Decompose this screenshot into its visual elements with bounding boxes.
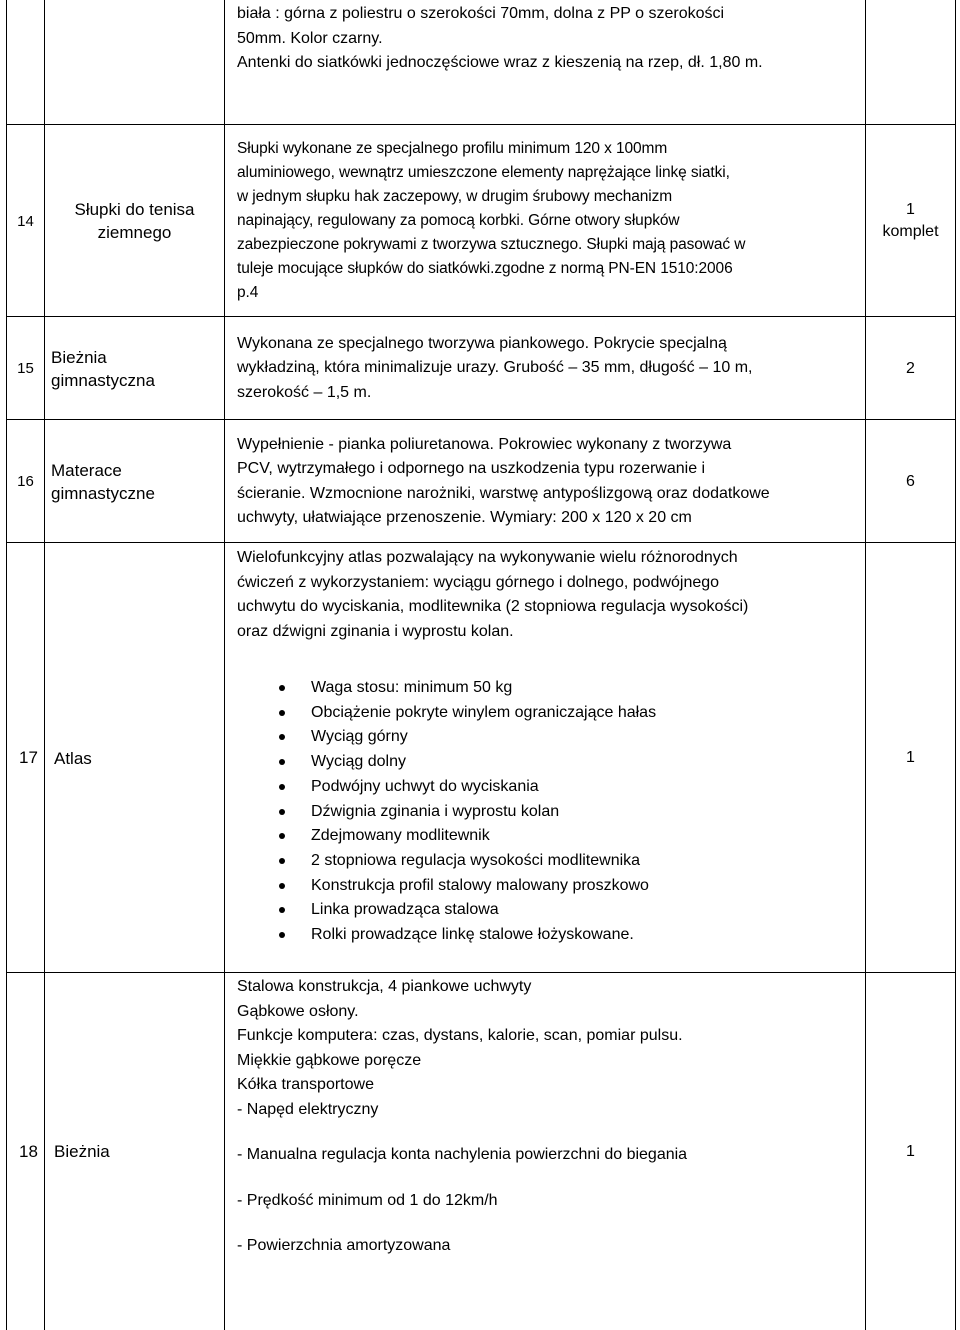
description-line: Antenki do siatkówki jednoczęściowe wraz z kieszenią na rzep, dł. 1,80 m. bbox=[237, 54, 763, 71]
row-name-cell bbox=[45, 0, 225, 124]
quantity-value: 6 bbox=[906, 472, 915, 490]
row-number: 16 bbox=[17, 473, 34, 490]
list-item: Rolki prowadzące linkę stalowe łożyskowane. bbox=[237, 923, 859, 948]
item-name-line: Słupki do tenisa bbox=[74, 200, 195, 219]
description-line: Słupki wykonane ze specjalnego profilu minimum 120 x 100mm bbox=[237, 140, 668, 157]
list-item: Dźwignia zginania i wyprostu kolan bbox=[237, 800, 859, 825]
description-line: tuleje mocujące słupków do siatkówki.zgodne z normą PN-EN 1510:2006 bbox=[237, 260, 733, 277]
description-line: - Prędkość minimum od 1 do 12km/h bbox=[237, 1191, 498, 1209]
description-line: - Napęd elektryczny bbox=[237, 1100, 379, 1118]
row-number: 15 bbox=[17, 360, 34, 377]
description-line: Wypełnienie - pianka poliuretanowa. Pokrowiec wykonany z tworzywa bbox=[237, 435, 732, 453]
description-line: zabezpieczone pokrywami z tworzywa sztucznego. Słupki mają pasować w bbox=[237, 236, 746, 253]
table-row-18 bbox=[6, 972, 956, 1330]
item-name-line: Materace bbox=[51, 460, 122, 480]
row-description-cell bbox=[225, 973, 866, 1330]
description-line: napinający, regulowany za pomocą korbki. Górne otwory słupków bbox=[237, 212, 680, 229]
table-row-15 bbox=[6, 316, 956, 420]
row-number-cell bbox=[6, 317, 45, 420]
list-item: Podwójny uchwyt do wyciskania bbox=[237, 775, 859, 800]
list-item: Wyciąg dolny bbox=[237, 750, 859, 775]
bullet-icon bbox=[279, 710, 285, 716]
description-line: Miękkie gąbkowe poręcze bbox=[237, 1051, 422, 1069]
description-line: Stalowa konstrukcja, 4 piankowe uchwyty bbox=[237, 978, 532, 995]
table-row-14 bbox=[6, 124, 956, 317]
item-name-line: ziemnego bbox=[97, 223, 172, 242]
description-line: - Manualna regulacja konta nachylenia powierzchni do biegania bbox=[237, 1146, 688, 1163]
row-quantity-cell bbox=[866, 125, 956, 317]
row-number-cell bbox=[6, 125, 45, 317]
description-line: ćwiczeń z wykorzystaniem: wyciągu górnego i dolnego, podwójnego bbox=[237, 573, 720, 591]
row-description-cell bbox=[225, 317, 866, 420]
bullet-icon bbox=[279, 883, 285, 889]
bullet-icon bbox=[279, 907, 285, 913]
row-number: 18 bbox=[19, 1141, 38, 1161]
item-name: Bieżnia bbox=[54, 1142, 110, 1161]
quantity-value: 1 bbox=[906, 749, 915, 766]
list-item: Wyciąg górny bbox=[237, 725, 859, 750]
list-item: Linka prowadząca stalowa bbox=[237, 898, 859, 923]
description-line: w jednym słupku hak zaczepowy, w drugim śrubowy mechanizm bbox=[237, 188, 673, 205]
list-item: Konstrukcja profil stalowy malowany proszkowo bbox=[237, 874, 859, 899]
quantity-value: 1 bbox=[906, 201, 915, 218]
description-line: biała : górna z poliestru o szerokości 70mm, dolna z PP o szerokości bbox=[237, 5, 725, 22]
bullet-icon bbox=[279, 759, 285, 765]
row-description-cell bbox=[225, 543, 866, 973]
list-item: Obciążenie pokryte winylem ograniczające hałas bbox=[237, 701, 859, 726]
row-number: 17 bbox=[19, 748, 38, 767]
row-name-cell bbox=[45, 420, 225, 543]
description-line: 50mm. Kolor czarny. bbox=[237, 29, 383, 47]
item-name-line: gimnastyczna bbox=[51, 370, 155, 390]
row-number-and-name bbox=[6, 543, 225, 973]
item-name-line: Bieżnia bbox=[51, 347, 107, 367]
description-line: Wielofunkcyjny atlas pozwalający na wykonywanie wielu różnorodnych bbox=[237, 549, 738, 566]
description-line: wykładziną, która minimalizuje urazy. Grubość – 35 mm, długość – 10 m, bbox=[237, 359, 753, 377]
quantity-value: 1 bbox=[906, 1142, 915, 1160]
row-number-and-name bbox=[6, 973, 225, 1330]
row-quantity-cell bbox=[866, 420, 956, 543]
description-line: - Powierzchnia amortyzowana bbox=[237, 1237, 451, 1254]
description-line: PCV, wytrzymałego i odpornego na uszkodzenia typu rozerwanie i bbox=[237, 460, 706, 477]
bullet-icon bbox=[279, 685, 285, 691]
bullet-icon bbox=[279, 784, 285, 790]
table-row-continuation bbox=[6, 0, 956, 124]
row-number-cell bbox=[6, 420, 45, 543]
bullet-icon bbox=[279, 833, 285, 839]
row-number-cell bbox=[6, 0, 45, 124]
description-line: aluminiowego, wewnątrz umieszczone elementy naprężające linkę siatki, bbox=[237, 164, 730, 181]
row-description-cell bbox=[225, 125, 866, 317]
description-line: p.4 bbox=[237, 284, 259, 301]
quantity-unit: komplet bbox=[882, 223, 939, 240]
row-name-cell bbox=[45, 317, 225, 420]
list-item: Waga stosu: minimum 50 kg bbox=[237, 676, 859, 701]
row-quantity-cell bbox=[866, 973, 956, 1330]
quantity-value: 2 bbox=[906, 359, 915, 377]
feature-list bbox=[237, 676, 859, 948]
description-line: oraz dźwigni zginania i wyprostu kolan. bbox=[237, 622, 514, 640]
bullet-icon bbox=[279, 858, 285, 864]
table-row-17 bbox=[6, 542, 956, 973]
description-line: uchwyty, ułatwiające przenoszenie. Wymiary: 200 x 120 x 20 cm bbox=[237, 509, 692, 526]
description-line: uchwytu do wyciskania, modlitewnika (2 stopniowa regulacja wysokości) bbox=[237, 598, 749, 615]
description-line: Kółka transportowe bbox=[237, 1076, 374, 1093]
list-item: Zdejmowany modlitewnik bbox=[237, 824, 859, 849]
row-description-cell bbox=[225, 0, 866, 124]
description-line: ścieranie. Wzmocnione narożniki, warstwę antypoślizgową oraz dodatkowe bbox=[237, 484, 770, 502]
row-description-cell bbox=[225, 420, 866, 543]
row-name-cell bbox=[45, 125, 225, 317]
table-row-16 bbox=[6, 419, 956, 543]
row-quantity-cell bbox=[866, 543, 956, 973]
row-quantity-cell bbox=[866, 317, 956, 420]
description-line: Wykonana ze specjalnego tworzywa piankowego. Pokrycie specjalną bbox=[237, 334, 727, 352]
description-line: Gąbkowe osłony. bbox=[237, 1002, 359, 1020]
item-name-line: gimnastyczne bbox=[51, 483, 155, 503]
row-number: 14 bbox=[17, 212, 34, 230]
description-line: Funkcje komputera: czas, dystans, kalorie, scan, pomiar pulsu. bbox=[237, 1027, 683, 1044]
list-item: 2 stopniowa regulacja wysokości modlitewnika bbox=[237, 849, 859, 874]
item-name: Atlas bbox=[54, 748, 92, 768]
bullet-icon bbox=[279, 932, 285, 938]
description-line: szerokość – 1,5 m. bbox=[237, 383, 372, 401]
row-quantity-cell bbox=[866, 0, 956, 124]
bullet-icon bbox=[279, 809, 285, 815]
bullet-icon bbox=[279, 734, 285, 740]
